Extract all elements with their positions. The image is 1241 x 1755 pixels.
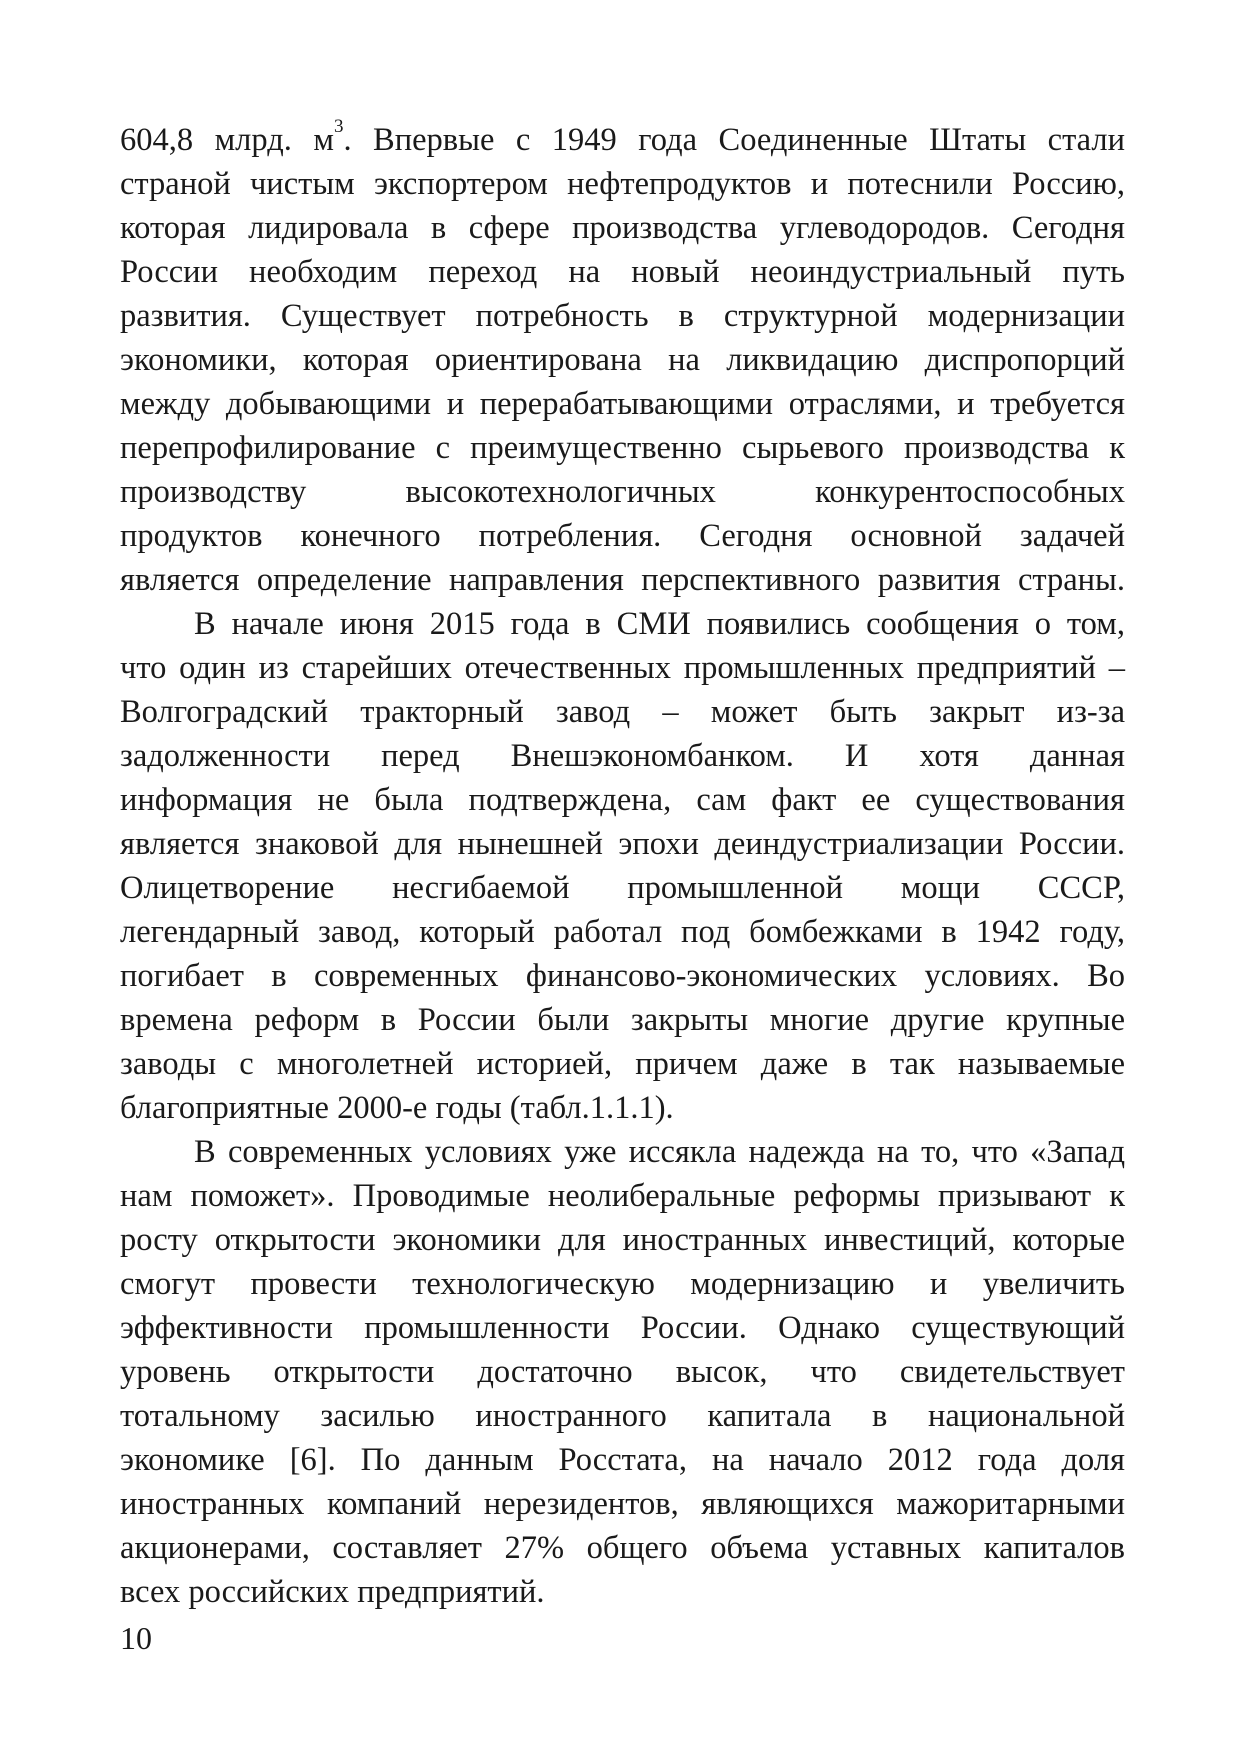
- text-line: Олицетворение несгибаемой промышленной мощи СССР,: [120, 870, 1125, 906]
- text-line: перепрофилирование с преимущественно сырьевого производства к: [120, 430, 1125, 466]
- text-line: 604,8 млрд. $м^3$. Впервые с 1949 года Соединенные Штаты стали: [120, 116, 1125, 158]
- text-line: производству высокотехнологичных конкурентоспособных: [120, 474, 1125, 510]
- text-line: В начале июня 2015 года в СМИ появились сообщения о том,: [194, 606, 1125, 642]
- text-line: акционерами, составляет 27% общего объема уставных капиталов: [120, 1530, 1125, 1566]
- text-line: иностранных компаний нерезидентов, являющихся мажоритарными: [120, 1486, 1125, 1522]
- paragraph-3: [120, 1130, 1125, 1614]
- text-line: продуктов конечного потребления. Сегодня основной задачей: [120, 518, 1125, 554]
- text-line: эффективности промышленности России. Однако существующий: [120, 1310, 1125, 1346]
- text-line: между добывающими и перерабатывающими отраслями, и требуется: [120, 386, 1125, 422]
- text-line: экономике [6]. По данным Росстата, на начало 2012 года доля: [120, 1442, 1125, 1478]
- text-line: России необходим переход на новый неоиндустриальный путь: [120, 254, 1125, 290]
- text-line: тотальному засилью иностранного капитала в национальной: [120, 1398, 1125, 1434]
- text-line: нам поможет». Проводимые неолиберальные реформы призывают к: [120, 1178, 1125, 1214]
- page-number: 10: [120, 1620, 152, 1656]
- text-line: экономики, которая ориентирована на ликвидацию диспропорций: [120, 342, 1125, 378]
- text-line: В современных условиях уже иссякла надежда на то, что «Запад: [194, 1134, 1125, 1170]
- text-line: является определение направления перспективного развития страны.: [120, 562, 1125, 598]
- text-line: является знаковой для нынешней эпохи деиндустриализации России.: [120, 826, 1125, 862]
- text-line: которая лидировала в сфере производства углеводородов. Сегодня: [120, 210, 1125, 246]
- text-line: времена реформ в России были закрыты многие другие крупные: [120, 1002, 1125, 1038]
- text-line: информация не была подтверждена, сам факт ее существования: [120, 782, 1125, 818]
- text-line: всех российских предприятий.: [120, 1574, 545, 1610]
- text-line: задолженности перед Внешэкономбанком. И хотя данная: [120, 738, 1125, 774]
- text-line: смогут провести технологическую модернизацию и увеличить: [120, 1266, 1125, 1302]
- body-text: [120, 118, 1125, 1614]
- text-line: благоприятные 2000-е годы (табл.1.1.1).: [120, 1090, 674, 1126]
- text-line: развития. Существует потребность в структурной модернизации: [120, 298, 1125, 334]
- superscript: 3: [333, 116, 344, 138]
- text-line: страной чистым экспортером нефтепродуктов и потеснили Россию,: [120, 166, 1125, 202]
- text-line: легендарный завод, который работал под бомбежками в 1942 году,: [120, 914, 1125, 950]
- paragraph-1: [120, 118, 1125, 602]
- text-line: Волгоградский тракторный завод – может быть закрыт из-за: [120, 694, 1125, 730]
- text-line: погибает в современных финансово-экономических условиях. Во: [120, 958, 1125, 994]
- paragraph-2: [120, 602, 1125, 1130]
- text-line: что один из старейших отечественных промышленных предприятий –: [120, 650, 1125, 686]
- text-line: росту открытости экономики для иностранных инвестиций, которые: [120, 1222, 1125, 1258]
- text-line: уровень открытости достаточно высок, что свидетельствует: [120, 1354, 1125, 1390]
- text-line: заводы с многолетней историей, причем даже в так называемые: [120, 1046, 1125, 1082]
